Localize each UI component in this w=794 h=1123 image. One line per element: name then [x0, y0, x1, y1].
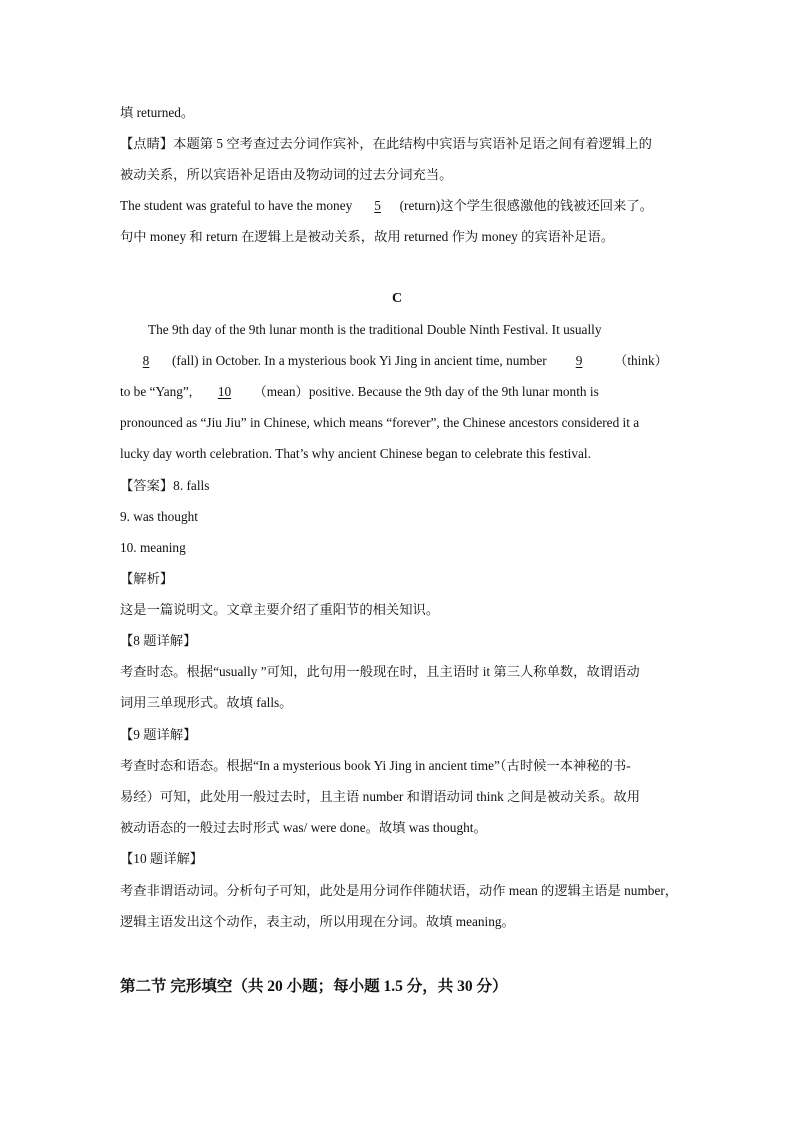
question-10-line-1: 考查非谓语动词。分析句子可知，此处是用分词作伴随状语，动作 mean 的逻辑主语是 number， — [120, 883, 679, 898]
analysis-label: 【解析】 — [120, 571, 174, 586]
answer-label-line: 【答案】8. falls — [120, 478, 210, 493]
question-8-line-1: 考查时态。根据“usually ”可知，此句用一般现在时，且主语时 it 第三人称单数，故谓语动 — [120, 664, 640, 679]
blank-9: 9 — [575, 353, 583, 368]
passage-line-2 — [120, 352, 668, 370]
example-sentence-line — [120, 197, 653, 215]
blank-10: 10 — [217, 384, 232, 399]
example-sentence-end: (return)这个学生很感激他的钱被还回来了。 — [399, 198, 653, 213]
passage-line-5: lucky day worth celebration. That’s why ancient Chinese began to celebrate this festival. — [120, 446, 591, 461]
explanation-line: 句中 money 和 return 在逻辑上是被动关系，故用 returned 作为 money 的宾语补足语。 — [120, 229, 615, 244]
question-9-line-1: 考查时态和语态。根据“In a mysterious book Yi Jing in ancient time”（古时候一本神秘的书- — [120, 758, 631, 773]
question-10-heading: 【10 题详解】 — [120, 851, 204, 866]
passage-text-2b: (fall) in October. In a mysterious book Yi Jing in ancient time, number — [172, 353, 551, 368]
answer-10-line: 10. meaning — [120, 540, 186, 555]
blank-8: 8 — [142, 353, 150, 368]
example-sentence-start: The student was grateful to have the money — [120, 198, 356, 213]
question-10-line-2: 逻辑主语发出这个动作，表主动，所以用现在分词。故填 meaning。 — [120, 914, 515, 929]
analysis-summary: 这是一篇说明文。文章主要介绍了重阳节的相关知识。 — [120, 602, 440, 617]
dianjing-line-1: 【点睛】本题第 5 空考查过去分词作宾补，在此结构中宾语与宾语补足语之间有着逻辑上的 — [120, 136, 652, 151]
passage-line-1: The 9th day of the 9th lunar month is the traditional Double Ninth Festival. It usually — [148, 322, 602, 337]
passage-line-3 — [120, 383, 599, 401]
question-8-heading: 【8 题详解】 — [120, 633, 197, 648]
question-9-heading: 【9 题详解】 — [120, 727, 197, 742]
passage-line-4: pronounced as “Jiu Jiu” in Chinese, which means “forever”, the Chinese ancestors considered it a — [120, 415, 640, 430]
question-9-line-2: 易经）可知，此处用一般过去时，且主语 number 和谓语动词 think 之间是被动关系。故用 — [120, 789, 641, 804]
section-heading-c: C — [391, 291, 403, 306]
answer-tail-line: 填 returned。 — [120, 105, 195, 120]
dianjing-line-2: 被动关系，所以宾语补足语由及物动词的过去分词充当。 — [120, 167, 453, 182]
answer-9-line: 9. was thought — [120, 509, 198, 524]
passage-text-2d: （think） — [614, 353, 668, 368]
question-9-line-3: 被动语态的一般过去时形式 was/ were done。故填 was thought。 — [120, 820, 487, 835]
question-8-line-2: 词用三单现形式。故填 falls。 — [120, 695, 293, 710]
blank-5: 5 — [374, 198, 381, 213]
passage-text-3c: （mean）positive. Because the 9th day of the 9th lunar month is — [253, 384, 599, 399]
passage-text-3a: to be “Yang”, — [120, 384, 196, 399]
section-title-cloze: 第二节 完形填空（共 20 小题；每小题 1.5 分，共 30 分） — [120, 978, 508, 995]
